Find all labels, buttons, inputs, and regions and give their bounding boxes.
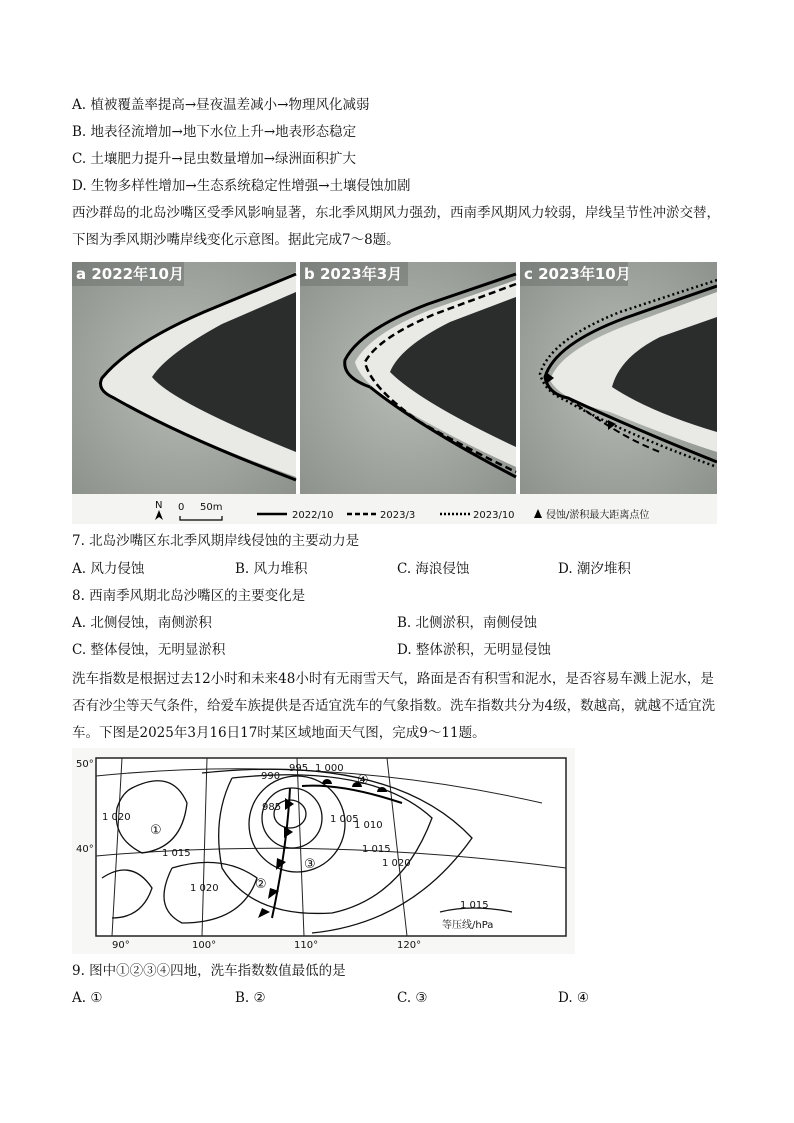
lat-50: 50°	[76, 759, 94, 770]
q8-option-a: A. 北侧侵蚀，南侧淤积	[72, 615, 212, 631]
isobar-1010: 1 010	[354, 820, 383, 831]
q6-option-b: B. 地表径流增加→地下水位上升→地表形态稳定	[72, 124, 357, 140]
shoreline-figure	[72, 262, 717, 524]
scale-zero: 0	[178, 502, 185, 513]
q8-option-d: D. 整体淤积，无明显侵蚀	[397, 642, 551, 658]
isobar-1005: 1 005	[330, 814, 359, 825]
panel-a-title: a 2022年10月	[76, 265, 184, 283]
isobar-1020-left: 1 020	[102, 812, 131, 823]
q6-option-a: A. 植被覆盖率提高→昼夜温差减小→物理风化减弱	[72, 97, 370, 113]
q8-stem: 8. 西南季风期北岛沙嘴区的主要变化是	[72, 588, 306, 604]
q7-stem: 7. 北岛沙嘴区东北季风期岸线侵蚀的主要动力是	[72, 533, 360, 549]
point-4: ④	[357, 773, 369, 788]
legend-2022: 2022/10	[292, 510, 334, 521]
legend-2023-3: 2023/3	[380, 510, 416, 521]
isobar-legend-value: 1 015	[460, 900, 489, 911]
scale-label: 50m	[200, 502, 223, 513]
figure1-legend	[72, 494, 717, 524]
q9-option-b: B. ②	[235, 990, 266, 1006]
q9-option-a: A. ①	[72, 990, 103, 1006]
isobar-1020-right: 1 020	[382, 858, 411, 869]
panel-c-title: c 2023年10月	[524, 265, 631, 283]
panel-a	[72, 262, 296, 494]
isobar-1020-bottom: 1 020	[190, 883, 219, 894]
intro-7-8: 西沙群岛的北岛沙嘴区受季风影响显著，东北季风期风力强劲，西南季风期风力较弱，岸线呈节性冲淤交替，下图为季风期沙嘴岸线变化示意图。据此完成7～8题。	[72, 205, 720, 248]
isobar-legend-label: 等压线/hPa	[442, 920, 494, 931]
point-1: ①	[150, 823, 162, 838]
isobar-1000: 1 000	[315, 763, 344, 774]
q8-option-b: B. 北侧淤积，南侧侵蚀	[397, 615, 538, 631]
q9-option-d: D. ④	[558, 990, 590, 1006]
isobar-1015-right: 1 015	[362, 844, 391, 855]
point-2: ②	[255, 877, 267, 892]
panel-b-title: b 2023年3月	[304, 265, 403, 283]
isobar-995: 995	[289, 763, 309, 774]
q9-option-c: C. ③	[397, 990, 428, 1006]
q7-option-a: A. 风力侵蚀	[72, 561, 145, 577]
lon-110: 110°	[294, 940, 319, 951]
isobar-1015-left: 1 015	[162, 848, 191, 859]
lon-120: 120°	[397, 940, 422, 951]
q9-stem: 9. 图中①②③④四地，洗车指数数值最低的是	[72, 963, 346, 979]
q8-option-c: C. 整体侵蚀，无明显淤积	[72, 642, 226, 658]
q7-option-b: B. 风力堆积	[235, 561, 308, 577]
isobar-990: 990	[261, 771, 281, 782]
isobar-985: 985	[262, 802, 282, 813]
north-label: N	[155, 500, 163, 511]
q6-option-c: C. 土壤肥力提升→昆虫数量增加→绿洲面积扩大	[72, 151, 357, 167]
panel-c	[520, 262, 717, 494]
legend-2023-10: 2023/10	[473, 510, 515, 521]
q6-option-d: D. 生物多样性增加→生态系统稳定性增强→土壤侵蚀加剧	[72, 178, 411, 194]
point-3: ③	[304, 857, 316, 872]
q7-option-d: D. 潮汐堆积	[558, 561, 631, 577]
q7-option-c: C. 海浪侵蚀	[397, 561, 470, 577]
panel-b	[300, 262, 516, 494]
weather-map	[72, 748, 575, 954]
lon-100: 100°	[192, 940, 217, 951]
legend-point: 侵蚀/淤积最大距离点位	[546, 510, 650, 521]
lat-40: 40°	[76, 844, 94, 855]
intro-9-11: 洗车指数是根据过去12小时和未来48小时有无雨雪天气，路面是否有积雪和泥水，是否容易车溅上泥水，是否有沙尘等天气条件，给爱车族提供是否适宜洗车的气象指数。洗车指数共分为4级，数越高，就越不适宜洗车。下图是2025年3月16日17时某区域地面天气图，完成9～11题。	[72, 671, 716, 741]
lon-90: 90°	[112, 940, 130, 951]
